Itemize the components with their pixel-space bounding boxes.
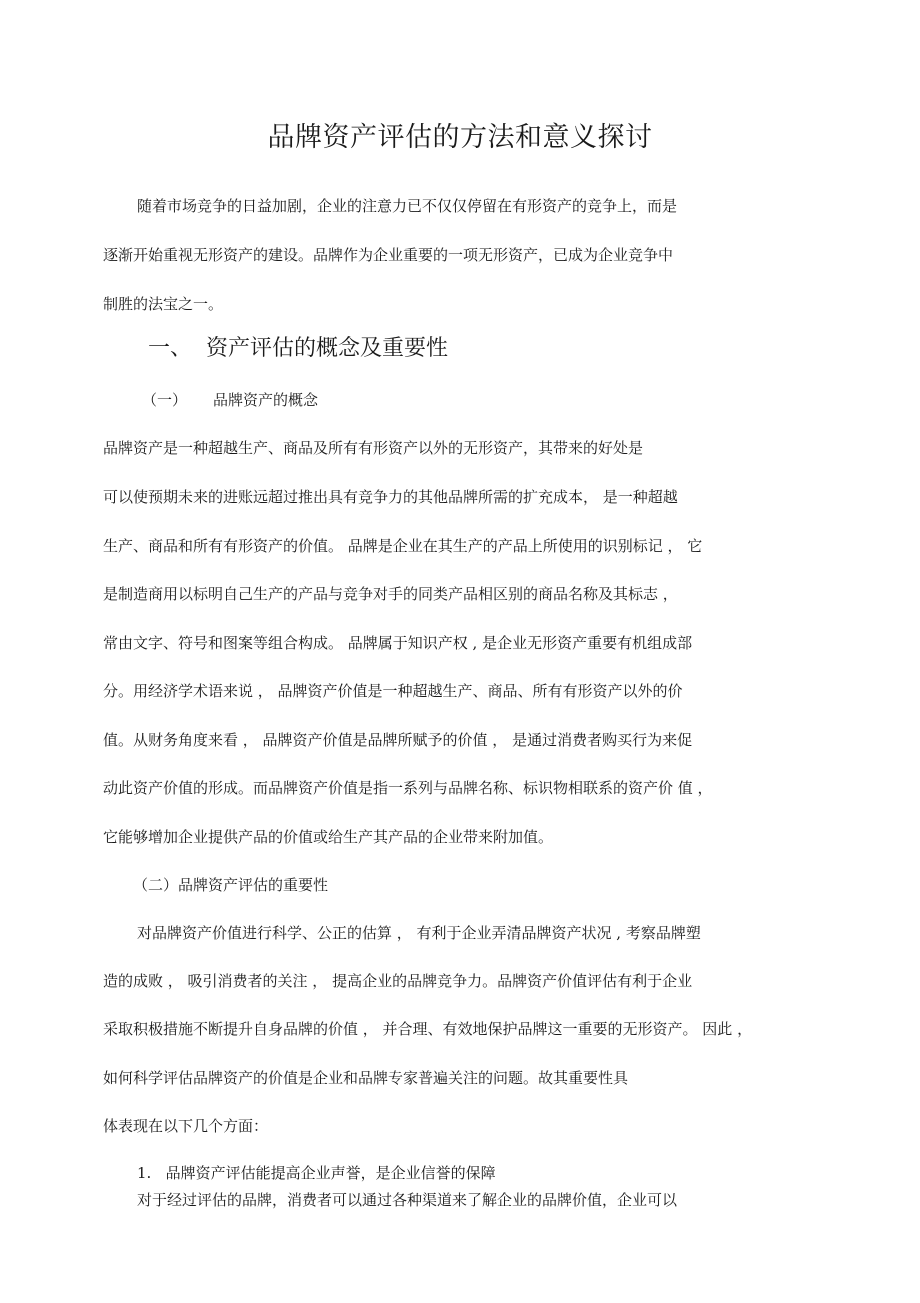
section-1-heading	[148, 334, 448, 364]
sub1-line-8: 动此资产价值的形成。而品牌资产价值是指一系列与品牌名称、标识物相联系的资产价 值 ，	[103, 779, 713, 797]
sub2-line-1: 对品牌资产价值进行科学、公正的估算 ， 有利于企业弄清品牌资产状况 , 考察品牌塑	[137, 924, 701, 942]
sub2-line-4: 如何科学评估品牌资产的价值是企业和品牌专家普遍关注的问题。故其重要性具	[103, 1069, 629, 1087]
sub1-line-2: 可以使预期未来的进账远超过推出具有竞争力的其他品牌所需的扩充成本， 是一种超越	[103, 488, 678, 506]
sub2-line-5: 体表现在以下几个方面：	[103, 1117, 269, 1135]
subsection-1-title: 品牌资产的概念	[213, 391, 319, 409]
sub1-line-9: 它能够增加企业提供产品的价值或给生产其产品的企业带来附加值。	[103, 828, 554, 846]
section-1-number: 一、	[148, 336, 193, 361]
sub2-line-3: 采取积极措施不断提升自身品牌的价值 ， 并合理、有效地保护品牌这一重要的无形资产。 因此 ，	[103, 1020, 753, 1038]
document-title: 品牌资产评估的方法和意义探讨	[267, 122, 653, 153]
subsection-1-heading	[142, 390, 318, 410]
item-1-line-1: 对于经过评估的品牌，消费者可以通过各种渠道来了解企业的品牌价值，企业可以	[137, 1191, 678, 1209]
subsection-2-heading: （二）品牌资产评估的重要性	[133, 876, 329, 894]
sub1-line-5: 常由文字、符号和图案等组合构成。 品牌属于知识产权 , 是企业无形资产重要有机组成部	[103, 634, 693, 652]
sub1-line-6: 分。用经济学术语来说 ， 品牌资产价值是一种超越生产、商品、所有有形资产以外的价	[103, 682, 683, 700]
intro-line-1: 随着市场竞争的日益加剧，企业的注意力已不仅仅停留在有形资产的竞争上，而是	[137, 197, 678, 215]
section-1-title: 资产评估的概念及重要性	[206, 336, 449, 361]
sub2-line-2: 造的成败 ， 吸引消费者的关注 ， 提高企业的品牌竞争力。品牌资产价值评估有利于企业	[103, 972, 693, 990]
sub1-line-1: 品牌资产是一种超越生产、商品及所有有形资产以外的无形资产，其带来的好处是	[103, 439, 644, 457]
sub1-line-4: 是制造商用以标明自己生产的产品与竞争对手的同类产品相区别的商品名称及其标志 ，	[103, 585, 678, 603]
sub1-line-7: 值。从财务角度来看 ， 品牌资产价值是品牌所赋予的价值 ， 是通过消费者购买行为来促	[103, 731, 693, 749]
intro-line-2: 逐渐开始重视无形资产的建设。品牌作为企业重要的一项无形资产，已成为企业竞争中	[103, 246, 674, 264]
item-1-heading: 1. 品牌资产评估能提高企业声誉，是企业信誉的保障	[137, 1164, 496, 1182]
intro-line-3: 制胜的法宝之一。	[103, 295, 224, 313]
sub1-line-3: 生产、商品和所有有形资产的价值。 品牌是企业在其生产的产品上所使用的识别标记 ， 它	[103, 537, 703, 555]
subsection-1-number: （一）	[142, 391, 188, 409]
